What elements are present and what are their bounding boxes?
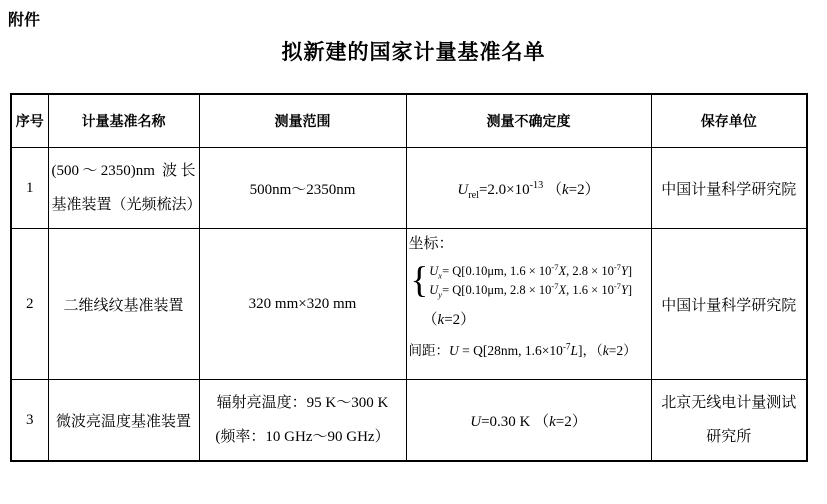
spacing-formula: 间距：U = Q[28nm, $1.6\times 10^{-7}L$]，（k=2） [408,341,637,358]
page-title: 拟新建的国家计量基准名单 [281,40,546,64]
coordinate-label: 坐标： [408,236,454,252]
column-header-range: 测量范围 [199,94,406,148]
unit-cell: 中国计量科学研究院 [651,148,807,229]
uncertainty-cell: $U_{rel}=2.0\times 10^{-13}$ （k=2） [406,148,651,229]
ux-formula: $U_x= Q[0.10\mu m$, $1.6 \times 10^{-7}X$, $2.8 \times 10^{-7}Y$] [429,261,633,281]
header-row [11,94,807,148]
serial-cell: 1 [11,148,48,229]
column-header-uncertainty: 测量不确定度 [406,94,651,148]
unit-cell: 中国计量科学研究院 [651,229,807,380]
uy-formula: $U_y= Q[0.10\mu m$, $2.8 \times 10^{-7}X$, $1.6 \times 10^{-7}Y$] [429,280,633,300]
coordinate-formula-group [411,262,650,300]
unit-line-2: 研究所 [706,429,752,445]
attachment-label: 附件 [8,12,41,29]
range-line-1: 辐射亮温度：95 K～300 K [216,394,389,411]
table-row [11,229,807,380]
column-header-name: 计量基准名称 [48,94,199,148]
column-header-unit: 保存单位 [651,94,807,148]
unit-cell [651,380,807,462]
unit-line-1: 北京无线电计量测试 [661,394,797,411]
uncertainty-cell [406,229,651,380]
table-row [11,148,807,229]
range-cell: 320 mm×320 mm [199,229,406,380]
column-header-serial: 序号 [11,94,48,148]
left-brace: { [410,260,429,301]
serial-cell: 3 [11,380,48,462]
range-cell [199,380,406,462]
range-cell: 500nm～2350nm [199,148,406,229]
k-factor-line: （k=2） [422,312,476,328]
range-line-2: (频率：10 GHz～90 GHz） [215,429,390,445]
standards-table [10,93,808,462]
name-cell: (500～2350)nm 波长基准装置（光频梳法） [48,148,199,229]
table-row [11,380,807,462]
name-cell: 二维线纹基准装置 [48,229,199,380]
name-cell: 微波亮温度基准装置 [48,380,199,462]
uncertainty-cell: U=0.30 K （k=2） [406,380,651,462]
serial-cell: 2 [11,229,48,380]
